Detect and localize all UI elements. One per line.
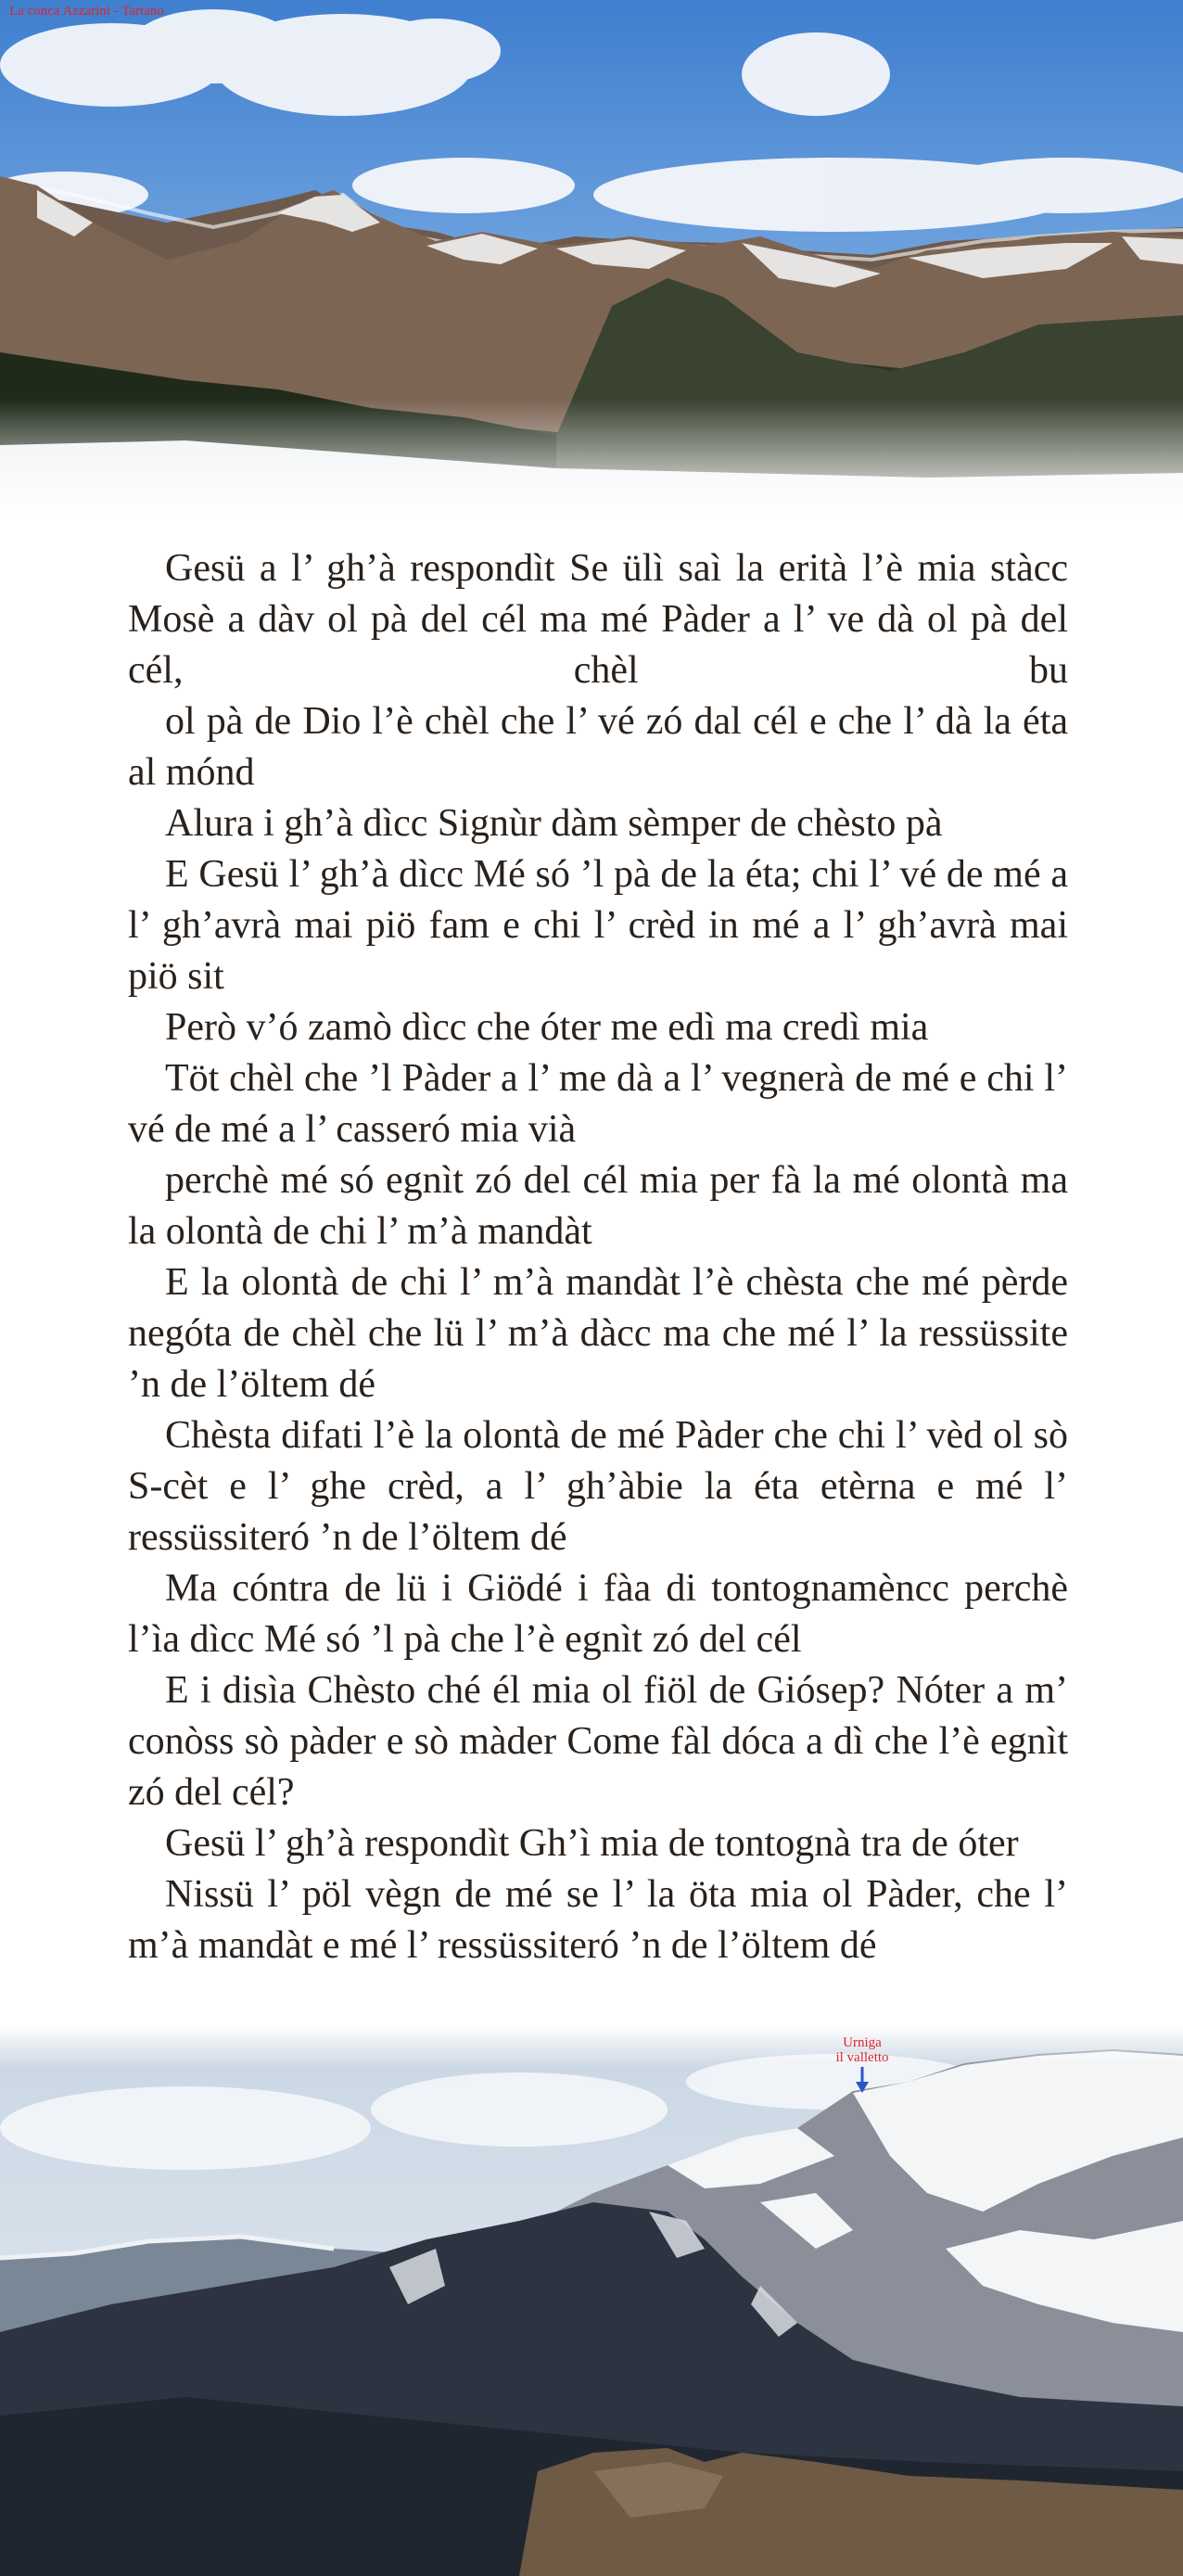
photo-caption: La conca Azzarini - Tartano [9, 4, 164, 19]
bottom-landscape-photo [0, 2026, 1183, 2576]
annotation-place-subtitle: il valletto [835, 2050, 889, 2065]
dialect-gospel-text [128, 543, 1068, 1971]
paragraph: Gesü l’ gh’à respondìt Gh’ì mia de tontognà tra de óter [165, 1822, 1019, 1865]
paragraph: Töt chèl che ’l Pàder a l’ me dà a l’ vegnerà de mé e chi l’ vé de mé a l’ casseró mia vià [128, 1057, 1068, 1151]
paragraph: perchè mé só egnìt zó del cél mia per fà la mé olontà ma la olontà de chi l’ m’à mandàt [128, 1159, 1068, 1253]
paragraph: ol pà de Dio l’è chèl che l’ vé zó dal cél e che l’ dà la éta al mónd [128, 700, 1068, 794]
paragraph: Chèsta difati l’è la olontà de mé Pàder che chi l’ vèd ol sò S-cèt e l’ ghe crèd, a l’ gh’àbie la éta etèrna e mé l’ ressüssiteró ’n de l’öltem dé [128, 1414, 1068, 1559]
annotation-place-name: Urniga [843, 2035, 882, 2050]
map-annotation [811, 2035, 913, 2065]
paragraph: Ma cóntra de lü i Giödé i fàa di tontognamèncc perchè l’ìa dìcc Mé só ’l pà che l’è egnìt zó del cél [128, 1567, 1068, 1661]
paragraph: E Gesü l’ gh’à dìcc Mé só ’l pà de la éta; chi l’ vé de mé a l’ gh’avrà mai piö fam e chi l’ crèd in mé a l’ gh’avrà mai piö sit [128, 853, 1068, 998]
paragraph: E i disìa Chèsto ché él mia ol fiöl de Giósep? Nóter a m’ conòss sò pàder e sò màder Come fàl dóca a dì che l’è egnìt zó del cél? [128, 1669, 1068, 1814]
paragraph: Nissü l’ pöl vègn de mé se l’ la öta mia ol Pàder, che l’ m’à mandàt e mé l’ ressüssiteró ’n de l’öltem dé [128, 1873, 1068, 1967]
paragraph: Alura i gh’à dìcc Signùr dàm sèmper de chèsto pà [165, 802, 943, 845]
paragraph: E la olontà de chi l’ m’à mandàt l’è chèsta che mé pèrde negóta de chèl che lü l’ m’à dàcc ma che mé l’ la ressüssite ’n de l’öltem dé [128, 1261, 1068, 1406]
mountain-panorama-image [0, 0, 1183, 519]
paragraph: Però v’ó zamò dìcc che óter me edì ma credì mia [165, 1006, 929, 1049]
valley-panorama-image [0, 2026, 1183, 2576]
top-landscape-photo [0, 0, 1183, 519]
paragraph: Gesü a l’ gh’à respondìt Se ülì saì la erità l’è mia stàcc Mosè a dàv ol pà del cél ma mé Pàder a l’ ve dà ol pà del cél, chèl bu [128, 547, 1068, 692]
